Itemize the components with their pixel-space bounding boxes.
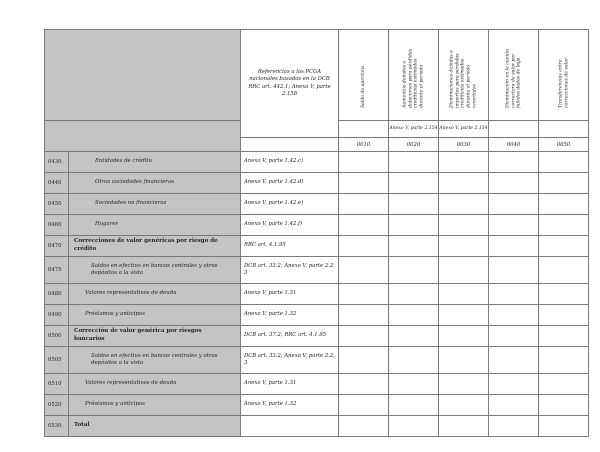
references-subtitle: RRC art. 442.1; Anexo V, parte 2.158 [248,83,331,97]
value-cell-0050[interactable] [539,284,589,305]
value-cell-0040[interactable] [489,257,539,284]
row-label: Correcciones de valor genéricas por riesgo de crédito [69,236,241,257]
column-sub-0050 [539,121,589,138]
row-label: Total [69,416,241,437]
value-cell-0010[interactable] [339,305,389,326]
table-row [45,347,589,374]
value-cell-0020[interactable] [389,194,439,215]
value-cell-0030[interactable] [439,215,489,236]
value-cell-0020[interactable] [389,416,439,437]
column-sub-0030: Anexo V, parte 2.154 [439,121,489,138]
column-title-0040: Disminución en la cuenta correctora de valor por fallidos dados de baja [504,48,522,108]
value-cell-0020[interactable] [389,257,439,284]
column-title-0030: Disminuciones debidas a importes para pérdidas crediticias estimadas durante el período revertidos [449,50,478,108]
value-cell-0030[interactable] [439,326,489,347]
row-code: 0500 [45,326,69,347]
references-code-cell [241,138,339,152]
value-cell-0050[interactable] [539,173,589,194]
references-title: Referencias a las PCGA nacionales basados en la DCB [249,69,330,83]
header-blank-cell [45,30,241,121]
value-cell-0030[interactable] [439,194,489,215]
column-title-0020: Aumentos debidos a dotaciones para pérdidas crediticias estimadas durante el período [402,49,425,108]
row-code: 0510 [45,374,69,395]
value-cell-0010[interactable] [339,374,389,395]
value-cell-0030[interactable] [439,152,489,173]
value-cell-0020[interactable] [389,305,439,326]
table-row [45,416,589,437]
value-cell-0050[interactable] [539,257,589,284]
row-code: 0470 [45,236,69,257]
row-reference: Anexo V, parte 1.32 [241,395,339,416]
header-row [45,30,589,121]
row-reference: Anexo V, parte 1.42.c) [241,152,339,173]
value-cell-0040[interactable] [489,215,539,236]
value-cell-0050[interactable] [539,152,589,173]
row-code: 0460 [45,215,69,236]
table-row [45,395,589,416]
column-code-0010: 0010 [339,138,389,152]
row-label: Préstamos y anticipos [69,395,241,416]
value-cell-0030[interactable] [439,347,489,374]
column-code-0040: 0040 [489,138,539,152]
table-row [45,326,589,347]
value-cell-0040[interactable] [489,416,539,437]
column-code-0050: 0050 [539,138,589,152]
row-label: Sociedades no financieras [69,194,241,215]
table-row [45,374,589,395]
row-code: 0505 [45,347,69,374]
row-reference: Anexo V, parte 1.32 [241,305,339,326]
row-label: Préstamos y anticipos [69,305,241,326]
value-cell-0050[interactable] [539,236,589,257]
table-row [45,284,589,305]
value-cell-0030[interactable] [439,395,489,416]
subheader-blank-cell [45,121,241,152]
value-cell-0010[interactable] [339,194,389,215]
row-reference: Anexo V, parte 1.42.f) [241,215,339,236]
table-row [45,305,589,326]
value-cell-0010[interactable] [339,173,389,194]
value-cell-0030[interactable] [439,374,489,395]
value-cell-0010[interactable] [339,416,389,437]
value-cell-0050[interactable] [539,347,589,374]
table-row [45,173,589,194]
row-reference [241,416,339,437]
value-cell-0030[interactable] [439,305,489,326]
row-reference: DCB art. 37.2; RRC art. 4.1.95 [241,326,339,347]
column-header-0040 [489,30,539,121]
value-cell-0030[interactable] [439,236,489,257]
references-header [241,30,339,138]
column-header-0050 [539,30,589,121]
column-title-0050: Transferencias entre correcciones de valor [557,57,569,108]
value-cell-0040[interactable] [489,305,539,326]
row-code: 0520 [45,395,69,416]
column-sub-0040 [489,121,539,138]
row-reference: Anexo V, parte 1.31 [241,284,339,305]
value-cell-0010[interactable] [339,152,389,173]
table-row [45,152,589,173]
row-reference: DCB art. 33.2; Anexo V, parte 2.2, 3 [241,257,339,284]
table-row [45,194,589,215]
report-table [44,29,589,437]
row-reference: RRC art. 4.1.95 [241,236,339,257]
value-cell-0020[interactable] [389,326,439,347]
value-cell-0040[interactable] [489,374,539,395]
value-cell-0010[interactable] [339,326,389,347]
row-code: 0475 [45,257,69,284]
value-cell-0020[interactable] [389,152,439,173]
value-cell-0020[interactable] [389,395,439,416]
value-cell-0050[interactable] [539,395,589,416]
value-cell-0020[interactable] [389,347,439,374]
value-cell-0010[interactable] [339,236,389,257]
row-label: Entidades de crédito [69,152,241,173]
value-cell-0020[interactable] [389,236,439,257]
table-row [45,257,589,284]
column-header-0020 [389,30,439,121]
row-code: 0430 [45,152,69,173]
row-label: Saldos en efectivo en bancos centrales y otros depósitos a la vista [69,347,241,374]
value-cell-0010[interactable] [339,257,389,284]
row-code: 0480 [45,284,69,305]
column-sub-0010 [339,121,389,138]
row-reference: Anexo V, parte 1.42.d) [241,173,339,194]
row-code: 0490 [45,305,69,326]
row-label: Valores representativos de deuda [69,284,241,305]
value-cell-0040[interactable] [489,347,539,374]
row-reference: Anexo V, parte 1.42.e) [241,194,339,215]
value-cell-0010[interactable] [339,395,389,416]
value-cell-0050[interactable] [539,194,589,215]
row-reference: Anexo V, parte 1.31 [241,374,339,395]
row-reference: DCB art. 33.2; Anexo V, parte 2.2, 3 [241,347,339,374]
value-cell-0050[interactable] [539,326,589,347]
row-code: 0450 [45,194,69,215]
value-cell-0020[interactable] [389,284,439,305]
value-cell-0020[interactable] [389,173,439,194]
column-header-0030 [439,30,489,121]
row-code: 0440 [45,173,69,194]
value-cell-0040[interactable] [489,284,539,305]
value-cell-0050[interactable] [539,305,589,326]
value-cell-0020[interactable] [389,374,439,395]
table-row [45,215,589,236]
value-cell-0040[interactable] [489,152,539,173]
row-label: Hogares [69,215,241,236]
row-label: Valores representativos de deuda [69,374,241,395]
row-label: Otras sociedades financieras [69,173,241,194]
value-cell-0050[interactable] [539,416,589,437]
value-cell-0030[interactable] [439,416,489,437]
value-cell-0040[interactable] [489,236,539,257]
row-label: Saldos en efectivo en bancos centrales y otros depósitos a la vista [69,257,241,284]
row-code: 0530 [45,416,69,437]
column-code-0020: 0020 [389,138,439,152]
value-cell-0050[interactable] [539,374,589,395]
value-cell-0040[interactable] [489,194,539,215]
value-cell-0010[interactable] [339,347,389,374]
column-sub-0020: Anexo V, parte 2.154 [389,121,439,138]
value-cell-0040[interactable] [489,395,539,416]
value-cell-0040[interactable] [489,173,539,194]
value-cell-0010[interactable] [339,215,389,236]
value-cell-0030[interactable] [439,284,489,305]
column-title-0010: Saldo de apertura [360,66,366,108]
column-header-0010 [339,30,389,121]
table-row [45,236,589,257]
value-cell-0040[interactable] [489,326,539,347]
value-cell-0030[interactable] [439,257,489,284]
value-cell-0010[interactable] [339,284,389,305]
value-cell-0050[interactable] [539,215,589,236]
value-cell-0030[interactable] [439,173,489,194]
value-cell-0020[interactable] [389,215,439,236]
column-code-0030: 0030 [439,138,489,152]
row-label: Corrección de valor genérica por riesgos bancarios [69,326,241,347]
